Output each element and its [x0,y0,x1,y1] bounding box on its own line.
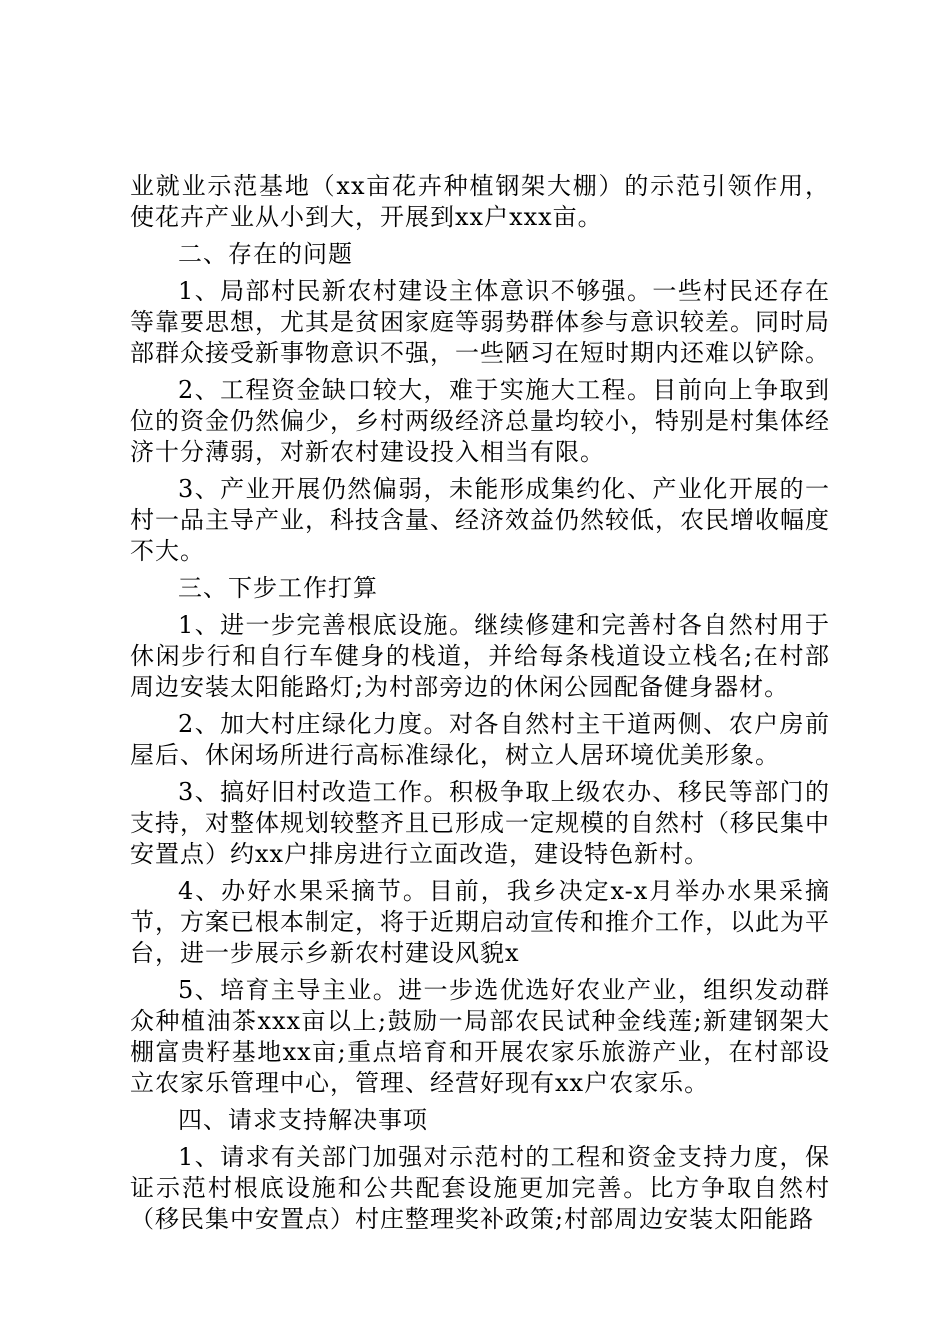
paragraph-request-1: 1、请求有关部门加强对示范村的工程和资金支持力度，保证示范村根底设施和公共配套设施更加完善。比方争取自然村（移民集中安置点）村庄整理奖补政策;村部周边安装太阳能路 [130,1143,830,1233]
paragraph-plan-1: 1、进一步完善根底设施。继续修建和完善村各自然村用于休闲步行和自行车健身的栈道，并给每条栈道设立栈名;在村部周边安装太阳能路灯;为村部旁边的休闲公园配备健身器材。 [130,611,830,701]
paragraph-problem-3: 3、产业开展仍然偏弱，未能形成集约化、产业化开展的一村一品主导产业，科技含量、经济效益仍然较低，农民增收幅度不大。 [130,475,830,565]
paragraph-plan-3: 3、搞好旧村改造工作。积极争取上级农办、移民等部门的支持，对整体规划较整齐且已形成一定规模的自然村（移民集中安置点）约xx户排房进行立面改造，建设特色新村。 [130,778,830,868]
paragraph-plan-2: 2、加大村庄绿化力度。对各自然村主干道两侧、农户房前屋后、休闲场所进行高标准绿化，树立人居环境优美形象。 [130,710,830,769]
section-heading-plans: 三、下步工作打算 [178,574,378,602]
paragraph-plan-5: 5、培育主导主业。进一步选优选好农业产业，组织发动群众种植油茶xxx亩以上;鼓励一局部农民试种金线莲;新建钢架大棚富贵籽基地xx亩;重点培育和开展农家乐旅游产业，在村部设立农家乐管理中心，管理、经营好现有xx户农家乐。 [130,976,830,1097]
document-page [130,171,830,1241]
section-heading-problems: 二、存在的问题 [178,240,353,268]
paragraph-continuation: 业就业示范基地（xx亩花卉种植钢架大棚）的示范引领作用，使花卉产业从小到大，开展到xx户xxx亩。 [130,172,830,231]
paragraph-problem-1: 1、局部村民新农村建设主体意识不够强。一些村民还存在等靠要思想，尤其是贫困家庭等弱势群体参与意识较差。同时局部群众接受新事物意识不强，一些陋习在短时期内还难以铲除。 [130,277,830,367]
paragraph-plan-4: 4、办好水果采摘节。目前，我乡决定x-x月举办水果采摘节，方案已根本制定，将于近期启动宣传和推介工作，以此为平台，进一步展示乡新农村建设风貌x [130,877,830,967]
section-heading-requests: 四、请求支持解决事项 [178,1106,428,1134]
paragraph-problem-2: 2、工程资金缺口较大，难于实施大工程。目前向上争取到位的资金仍然偏少，乡村两级经济总量均较小，特别是村集体经济十分薄弱，对新农村建设投入相当有限。 [130,376,830,466]
